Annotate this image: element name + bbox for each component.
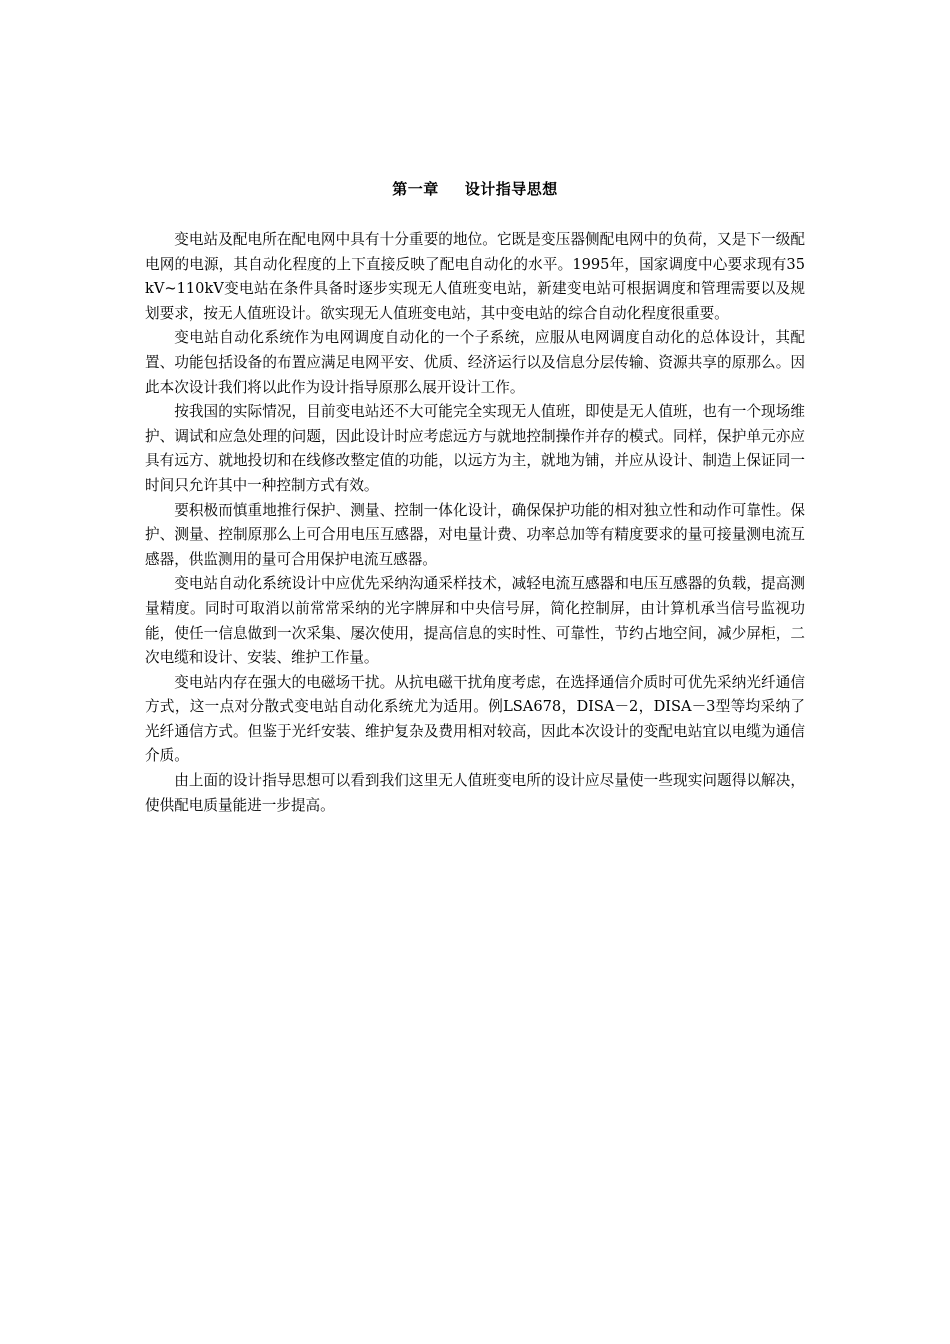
- paragraph-5: 变电站自动化系统设计中应优先采纳沟通采样技术，减轻电流互感器和电压互感器的负载，提高测量精度。同时可取消以前常常采纳的光字牌屏和中央信号屏，简化控制屏，由计算机承当信号监视功能，使任一信息做到一次采集、屡次使用，提高信息的实时性、可靠性，节约占地空间，减少屏柜，二次电缆和设计、安装、维护工作量。: [145, 575, 805, 667]
- paragraph-4: 要积极而慎重地推行保护、测量、控制一体化设计，确保保护功能的相对独立性和动作可靠性。保护、测量、控制原那么上可合用电压互感器，对电量计费、功率总加等有精度要求的量可接量测电流互感器，供监测用的量可合用保护电流互感器。: [145, 501, 805, 568]
- paragraph-6: 变电站内存在强大的电磁场干扰。从抗电磁干扰角度考虑，在选择通信介质时可优先采纳光纤通信方式，这一点对分散式变电站自动化系统尤为适用。例LSA678，DISA－2，DISA－3型等均采纳了光纤通信方式。但鉴于光纤安装、维护复杂及费用相对较高，因此本次设计的变配电站宜以电缆为通信介质。: [145, 673, 805, 765]
- paragraph-2: 变电站自动化系统作为电网调度自动化的一个子系统，应服从电网调度自动化的总体设计，其配置、功能包括设备的布置应满足电网平安、优质、经济运行以及信息分层传输、资源共享的原那么。因此本次设计我们将以此作为设计指导原那么展开设计工作。: [145, 329, 805, 396]
- chapter-number: 第一章: [392, 180, 439, 198]
- chapter-title: [0, 178, 950, 199]
- paragraph-3: 按我国的实际情况，目前变电站还不大可能完全实现无人值班，即使是无人值班，也有一个现场维护、调试和应急处理的问题，因此设计时应考虑远方与就地控制操作并存的模式。同样，保护单元亦应具有远方、就地投切和在线修改整定值的功能，以远方为主，就地为铺，并应从设计、制造上保证同一时间只允许其中一种控制方式有效。: [145, 403, 805, 494]
- paragraph-7: 由上面的设计指导思想可以看到我们这里无人值班变电所的设计应尽量使一些现实问题得以解决，使供配电质量能进一步提高。: [145, 772, 805, 814]
- paragraph-1: 变电站及配电所在配电网中具有十分重要的地位。它既是变压器侧配电网中的负荷，又是下一级配电网的电源，其自动化程度的上下直接反映了配电自动化的水平。1995年，国家调度中心要求现有35kV~110kV变电站在条件具备时逐步实现无人值班变电站，新建变电站可根据调度和管理需要以及规划要求，按无人值班设计。欲实现无人值班变电站，其中变电站的综合自动化程度很重要。: [145, 231, 805, 322]
- chapter-body: [145, 228, 805, 818]
- chapter-name: 设计指导思想: [464, 180, 558, 198]
